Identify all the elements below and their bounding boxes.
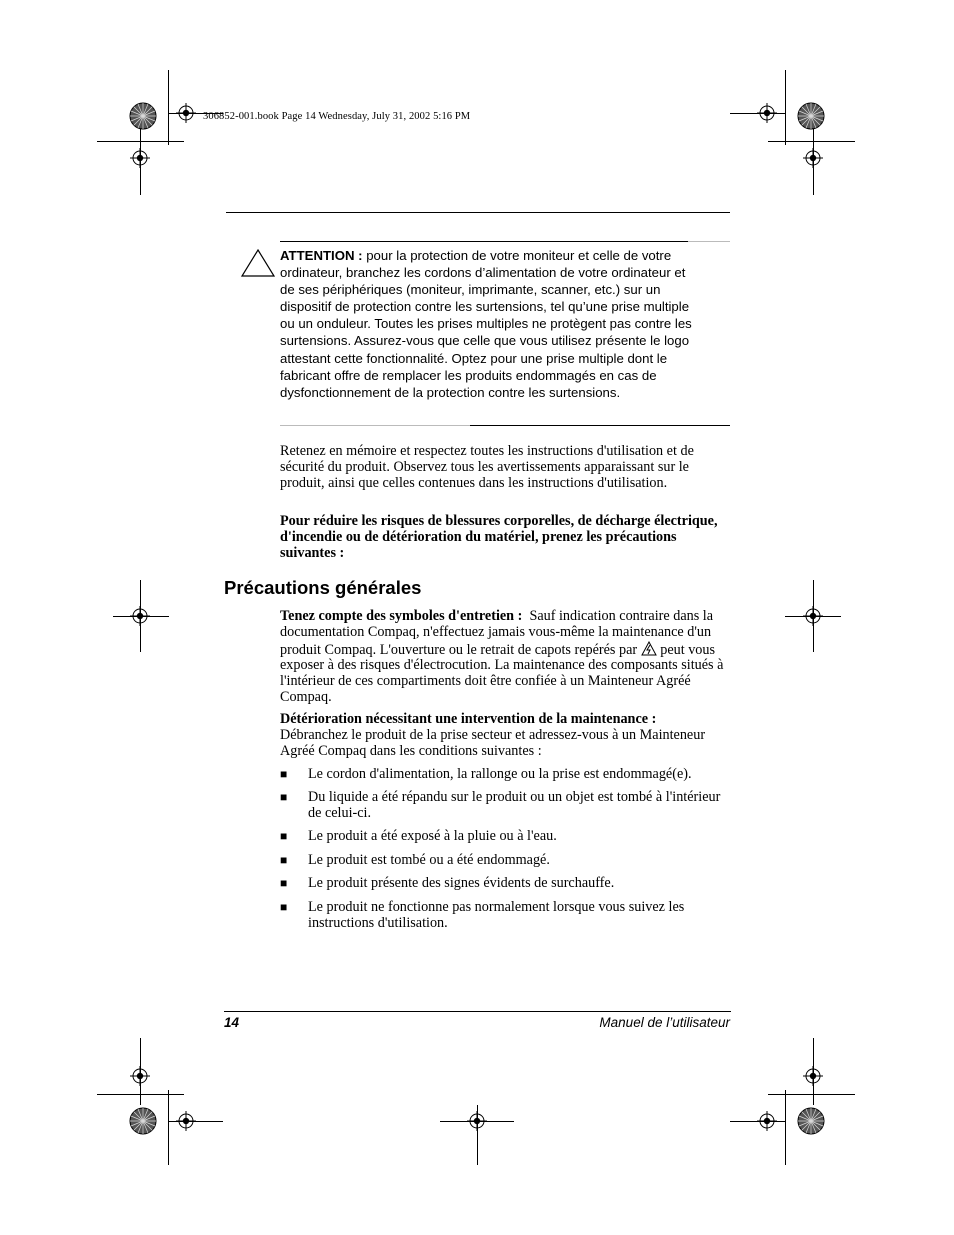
footer-title: Manuel de l’utilisateur xyxy=(599,1015,730,1030)
damage-label: Détérioration nécessitant une intervention de la maintenance : xyxy=(280,711,657,727)
registration-crosshair-icon xyxy=(467,1111,487,1131)
attention-notice xyxy=(280,247,700,401)
service-text-before: Sauf indication contraire dans la documentation Compaq, n'effectuez jamais vous-même la maintenance d'un produit Compaq. L'ouverture ou le retrait de capots repérés par xyxy=(280,608,714,658)
registration-crosshair-icon xyxy=(803,1066,823,1086)
registration-star-icon xyxy=(130,1108,156,1134)
bullet-icon: ■ xyxy=(280,853,288,867)
list-item: Le produit ne fonctionne pas normalement lorsque vous suivez les instructions d'utilisation. xyxy=(308,899,685,931)
damage-text: Débranchez le produit de la prise secteur et adressez-vous à un Mainteneur Agréé Compaq dans les conditions suivantes : xyxy=(280,726,706,759)
header-rule xyxy=(226,212,730,213)
registration-crosshair-icon xyxy=(176,103,196,123)
registration-crosshair-icon xyxy=(757,1111,777,1131)
book-slug-header: 306852-001.book Page 14 Wednesday, July 31, 2002 5:16 PM xyxy=(203,111,471,122)
registration-star-icon xyxy=(798,1108,824,1134)
electric-hazard-icon xyxy=(641,641,657,656)
registration-crosshair-icon xyxy=(176,1111,196,1131)
service-symbols-label: Tenez compte des symboles d'entretien : xyxy=(280,608,523,624)
bullet-icon: ■ xyxy=(280,790,288,804)
list-item: Le produit a été exposé à la pluie ou à l'eau. xyxy=(308,828,557,844)
registration-crosshair-icon xyxy=(130,606,150,626)
bullet-icon: ■ xyxy=(280,767,288,781)
registration-crosshair-icon xyxy=(803,606,823,626)
attention-label: ATTENTION : xyxy=(280,248,363,263)
attention-bottom-rule xyxy=(280,425,470,426)
attention-text: pour la protection de votre moniteur et celle de votre ordinateur, branchez les cordons d’alimentation de votre ordinateur et de ses périphériques (moniteur, imprimante, scanner, etc.) sur un dispositif de protection contre les surtensions, tel qu’une prise multiple ou un onduleur. Toutes les prises multiples ne protègent pas contre les surtensions. Assurez-vous que celle que vous utilisez présente le logo attestant cette fonctionnalité. Optez pour une prise multiple dont le fabricant offre de remplacer les produits endommagés en cas de dysfonctionnement de la protection contre les surtensions. xyxy=(280,248,692,400)
registration-star-icon xyxy=(130,103,156,129)
page-number: 14 xyxy=(224,1015,240,1030)
list-item: Du liquide a été répandu sur le produit ou un objet est tombé à l'intérieur de celui-ci. xyxy=(308,789,721,821)
section-title: Précautions générales xyxy=(224,577,422,598)
registration-crosshair-icon xyxy=(803,148,823,168)
registration-crosshair-icon xyxy=(757,103,777,123)
bullet-icon: ■ xyxy=(280,900,288,914)
service-symbols-paragraph xyxy=(280,609,730,706)
bullet-icon: ■ xyxy=(280,876,288,890)
footer-rule xyxy=(224,1011,731,1012)
safety-warning-paragraph: Pour réduire les risques de blessures corporelles, de décharge électrique, d'incendie ou de détérioration du matériel, prenez les précautions suivantes : xyxy=(280,513,718,561)
caution-triangle-icon xyxy=(240,248,276,278)
service-text-after: peut vous exposer à des risques d'électrocution. La maintenance des composants situés à l'intérieur de ces compartiments doit être confiée à un Mainteneur Agréé Compaq. xyxy=(280,641,724,705)
intro-paragraph: Retenez en mémoire et respectez toutes les instructions d'utilisation et de sécurité du produit. Observez tous les avertissements apparaissant sur le produit, ainsi que celles contenues dans les instructions d'utilisation. xyxy=(280,443,694,491)
list-item: Le produit est tombé ou a été endommagé. xyxy=(308,852,550,868)
registration-crosshair-icon xyxy=(130,1066,150,1086)
attention-top-rule xyxy=(280,241,688,242)
list-item: Le cordon d'alimentation, la rallonge ou la prise est endommagé(e). xyxy=(308,766,692,782)
list-item: Le produit présente des signes évidents de surchauffe. xyxy=(308,875,615,891)
registration-star-icon xyxy=(798,103,824,129)
registration-crosshair-icon xyxy=(130,148,150,168)
damage-paragraph xyxy=(280,712,730,759)
bullet-icon: ■ xyxy=(280,829,288,843)
